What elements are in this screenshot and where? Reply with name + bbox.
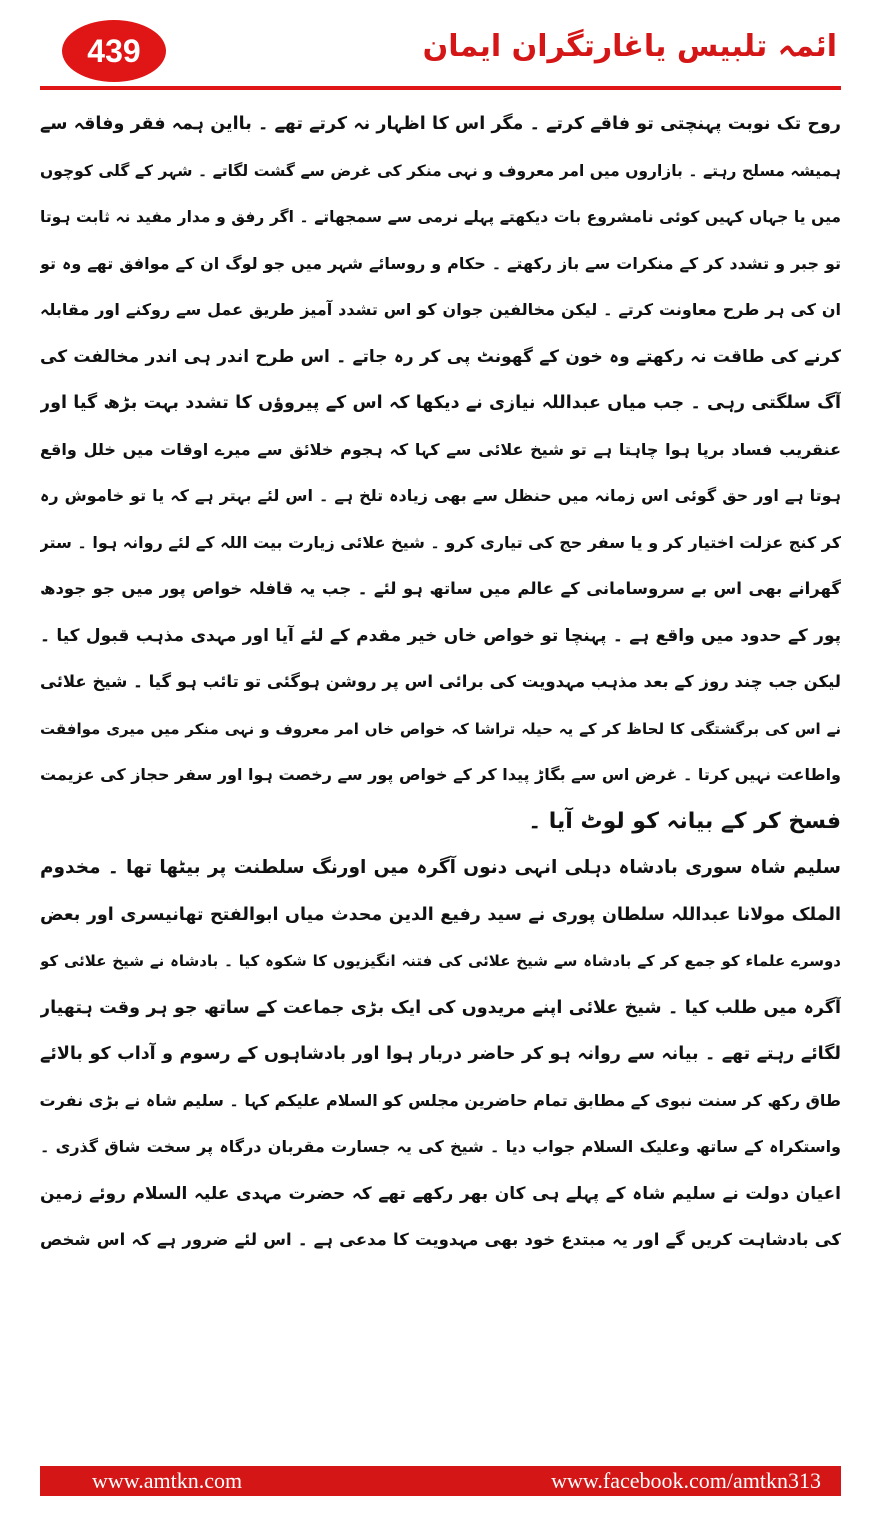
text-line: لگائے رہتے تھے ۔ بیانہ سے روانہ ہو کر حاضر دربار ہوا اور بادشاہوں کے رسوم و آداب کو بالائے [40,1044,841,1064]
text-line: گھرانے بھی اس بے سروسامانی کے عالم میں ساتھ ہو لئے ۔ جب یہ قافلہ خواص پور میں جو جودھ [40,579,841,598]
text-line: واطاعت نہیں کرتا ۔ غرض اس سے بگاڑ پیدا کر کے خواص پور سے رخصت ہوا اور سفر حجاز کی عزیمت [40,765,841,784]
text-line: سلیم شاہ سوری بادشاہ دہلی انہی دنوں آگرہ میں اورنگ سلطنت پر بیٹھا تھا ۔ مخدوم [40,857,841,878]
text-line: فسخ کر کے بیانہ کو لوٹ آیا ۔ [528,808,841,834]
text-line: ہوتا ہے اور حق گوئی اس زمانہ میں حنظل سے بھی زیادہ تلخ ہے ۔ اس لئے بہتر ہے کہ یا تو خاموش رہ [40,486,841,505]
text-line: پور کے حدود میں واقع ہے ۔ پہنچا تو خواص خاں خیر مقدم کے لئے آیا اور مہدی مذہب قبول کیا ۔ [40,625,841,646]
text-line: ہمیشہ مسلح رہتے ۔ بازاروں میں امر معروف و نہی منکر کی غرض سے گشت لگاتے ۔ شہر کے گلی کوچوں [40,161,841,180]
text-line: نے اس کی برگشتگی کا لحاظ کر کے یہ حیلہ تراشا کہ خواص خاں امر معروف و نہی منکر میں میری موافقت [40,719,841,738]
text-line: ان کی ہر طرح معاونت کرتے ۔ لیکن مخالفین جوان کو اس تشدد آمیز طریق عمل سے روکنے اور مقابلہ [40,300,841,319]
text-line: واستکراہ کے ساتھ وعلیک السلام جواب دیا ۔ شیخ کی یہ جسارت مقربان درگاہ پر سخت شاق گذری ۔ [40,1137,841,1156]
text-line: دوسرے علماء کو جمع کر کے بادشاہ سے شیخ علائی کی فتنہ انگیزیوں کا شکوہ کیا ۔ بادشاہ نے شیخ علائی کو [40,952,841,970]
text-line: طاق رکھ کر سنت نبوی کے مطابق تمام حاضرین مجلس کو السلام علیکم کہا ۔ سلیم شاہ نے بڑی نفرت [40,1090,841,1110]
text-line: تو جبر و تشدد کر کے منکرات سے باز رکھتے ۔ حکام و روسائے شہر میں جو لوگ ان کے موافق تھے وہ تو [40,253,841,273]
page-header [0,0,881,95]
book-title: ائمہ تلبیس یاغارتگران ایمان [422,29,837,64]
page-number-badge: 439 [62,20,166,82]
text-line: آگرہ میں طلب کیا ۔ شیخ علائی اپنے مریدوں کی ایک بڑی جماعت کے ساتھ جو ہر وقت ہتھیار [40,997,841,1018]
text-line: اعیان دولت نے سلیم شاہ کے پہلے ہی کان بھر رکھے تھے کہ حضرت مہدی علیہ السلام روئے زمین [40,1183,841,1204]
text-line: روح تک نوبت پہنچتی تو فاقے کرتے ۔ مگر اس کا اظہار نہ کرتے تھے ۔ بااین ہمہ فقر وفاقہ سے [40,114,841,134]
facebook-link[interactable]: www.facebook.com/amtkn313 [551,1468,821,1493]
text-line: کی بادشاہت کریں گے اور یہ مبتدع خود بھی مہدویت کا مدعی ہے ۔ اس لئے ضرور ہے کہ اس شخص [40,1230,841,1249]
body-text [40,101,841,1264]
paragraph-2 [40,845,841,1264]
paragraph-1 [40,101,841,845]
text-line: کرنے کی طاقت نہ رکھتے وہ خون کے گھونٹ پی کر رہ جاتے ۔ اس طرح اندر ہی اندر مخالفت کی [40,346,841,367]
text-line: میں یا جہاں کہیں کوئی نامشروع بات دیکھتے پہلے نرمی سے سمجھاتے ۔ اگر رفق و مدار مفید نہ ثابت ہوتا [40,208,841,226]
text-line: عنقریب فساد برپا ہوا چاہتا ہے تو شیخ علائی سے کہا کہ ہجوم خلائق سے میرے اوقات میں خلل واقع [40,439,841,459]
website-link[interactable]: www.amtkn.com [92,1468,243,1493]
text-line: الملک مولانا عبداللہ سلطان پوری نے سید رفیع الدین محدث میاں ابوالفتح تھانیسری اور بعض [40,904,841,925]
text-line: لیکن جب چند روز کے بعد مذہب مہدویت کی برائی اس پر روشن ہوگئی تو تائب ہو گیا ۔ شیخ علائی [40,672,841,691]
page-footer [40,1466,841,1496]
text-line: آگ سلگتی رہی ۔ جب میاں عبداللہ نیازی نے دیکھا کہ اس کے پیروؤں کا تشدد بہت بڑھ گیا اور [40,393,841,413]
header-divider [40,86,841,90]
text-line: کر کنج عزلت اختیار کر و یا سفر حج کی تیاری کرو ۔ شیخ علائی زیارت بیت اللہ کے لئے روانہ ہوا ۔ ستر [40,532,841,552]
